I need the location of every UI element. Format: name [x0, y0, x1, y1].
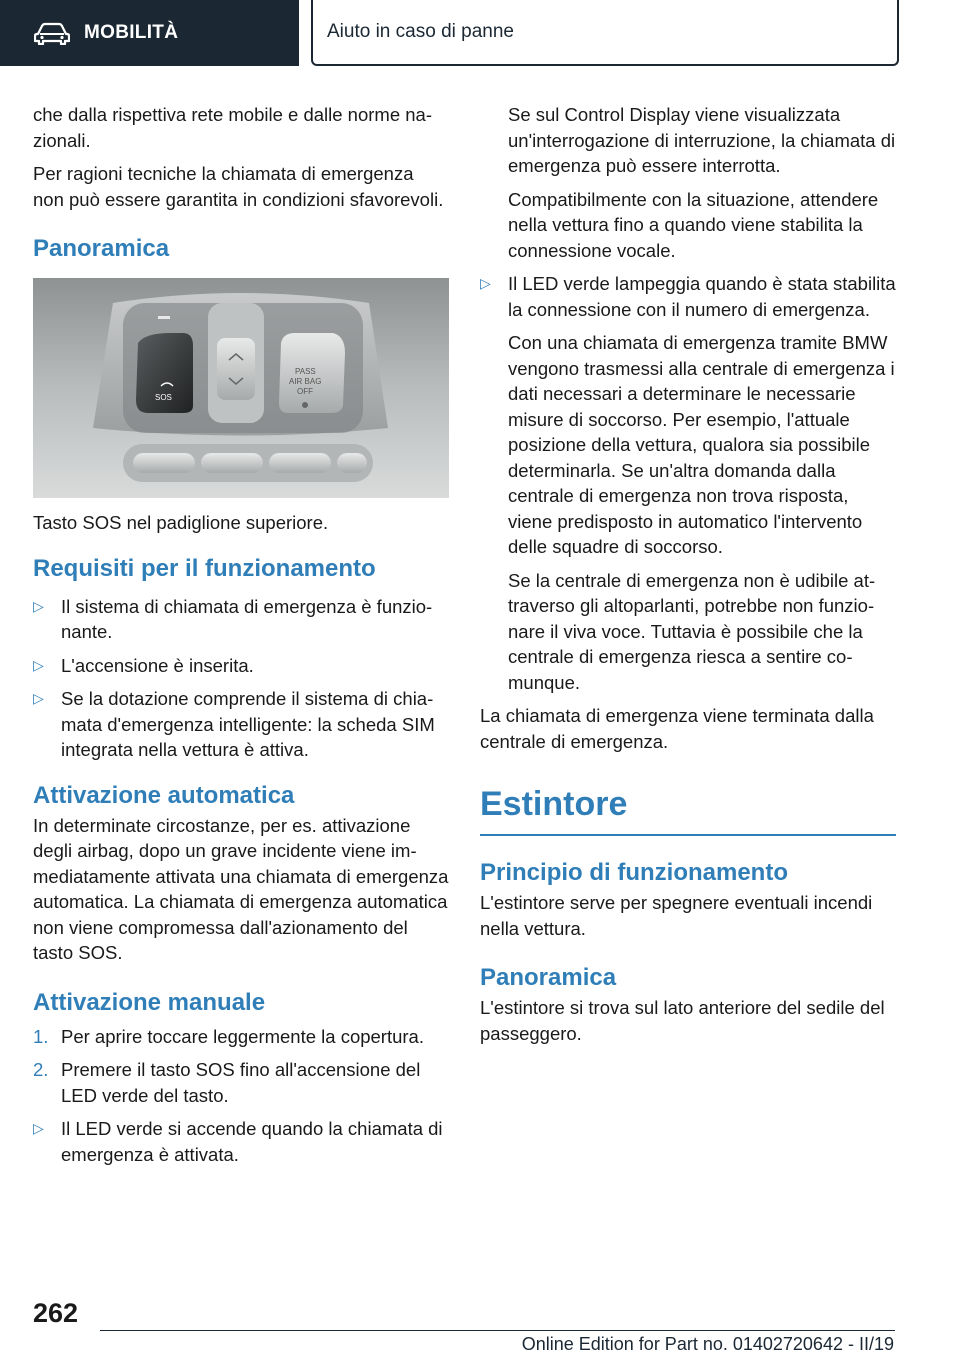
chapter-tab [311, 0, 899, 66]
triangle-bullet-icon: ▷ [33, 656, 44, 673]
paragraph: che dalla rispettiva rete mobile e dalle norme nazionali. [33, 104, 432, 151]
heading-panoramica-estintore: Panoramica [480, 964, 617, 991]
page-number: 262 [33, 1298, 79, 1328]
triangle-bullet-icon: ▷ [33, 597, 44, 614]
left-column [33, 102, 449, 1175]
heading-estintore: Estintore [480, 785, 628, 823]
section-tab [0, 0, 299, 66]
triangle-bullet-icon: ▷ [480, 275, 491, 291]
section-title: MOBILITÀ [84, 22, 179, 43]
list-item: ▷ Il sistema di chiamata di emergenza è funzionante. [33, 595, 433, 642]
chapter-title: Aiuto in caso di panne [327, 21, 514, 42]
paragraph: Per ragioni tecniche la chiamata di emergenza non può essere garantita in condizioni sfavorevoli. [33, 163, 444, 210]
paragraph: La chiamata di emergenza viene terminata dalla centrale di emergenza. [480, 705, 874, 752]
paragraph: Se la centrale di emergenza non è udibile attraverso gli altoparlanti, potrebbe non funzionare il viva voce. Tuttavia è possibile che la centrale di emergenza riesca a sentire comunque. [508, 569, 876, 693]
heading-rule [480, 834, 896, 836]
paragraph: In determinate circostanze, per es. attivazione degli airbag, dopo un grave incidente viene immediatamente attivata una chiamata di emergenza automatica. La chiamata di emergenza automatica non viene compromessa dall'azionamento del tasto SOS. [33, 814, 449, 963]
list-item: ▷ L'accensione è inserita. [33, 653, 449, 679]
heading-requisiti: Requisiti per il funzionamento [33, 554, 376, 582]
off-label: OFF [297, 387, 313, 396]
paragraph: L'estintore serve per spegnere eventuali incendi nella vettura. [480, 892, 873, 939]
edition-note: Online Edition for Part no. 01402720642 - II/19 [521, 1334, 894, 1354]
paragraph: Compatibilmente con la situazione, attendere nella vettura fino a quando viene stabilita la connessione vocale. [508, 188, 879, 261]
sos-label: SOS [155, 393, 172, 402]
paragraph: Con una chiamata di emergenza tramite BMW vengono trasmessi alla centrale di emergenza i dati necessari a determinare le necessarie misure di soccorso. Per esempio, l'attuale posizione della vettura, qualora sia possibile determinarla. Se un'altra domanda dalla centrale di emergenza non trova risposta, viene predisposto in automatico l'intervento delle squadre di soccorso. [508, 332, 895, 557]
car-icon [34, 21, 70, 45]
right-column [480, 102, 896, 1054]
paragraph: L'estintore si trova sul lato anteriore del sedile del passeggero. [480, 997, 885, 1044]
list-item: ▷ Il LED verde si accende quando la chiamata di emergenza è attivata. [33, 1118, 443, 1165]
sos-button-photo [33, 278, 449, 498]
heading-attivazione-manuale: Attivazione manuale [33, 988, 266, 1016]
triangle-bullet-icon: ▷ [33, 1120, 44, 1136]
photo-caption: Tasto SOS nel padiglione superiore. [33, 512, 329, 533]
paragraph: Se sul Control Display viene visualizzata un'interrogazione di interruzione, la chiamata di emergenza può essere interrotta. [508, 104, 896, 176]
list-item: ▷ Se la dotazione comprende il sistema di chiamata d'emergenza intelligente: la scheda SIM integrata nella vettura è attiva. [33, 688, 435, 760]
heading-panoramica: Panoramica [33, 235, 170, 262]
airbag-label: AIR BAG [289, 377, 322, 386]
pass-label: PASS [295, 367, 316, 376]
list-item: 2. Premere il tasto SOS fino all'accensione del LED verde del tasto. [33, 1059, 421, 1106]
heading-attivazione-automatica: Attivazione automatica [33, 781, 295, 809]
heading-principio: Principio di funzionamento [480, 859, 788, 886]
list-item: ▷ Il LED verde lampeggia quando è stata stabilita la connessione con il numero di emergenza. [480, 273, 896, 320]
list-item: 1. Per aprire toccare leggermente la copertura. [33, 1025, 424, 1047]
footer-rule [100, 1330, 895, 1331]
triangle-bullet-icon: ▷ [33, 690, 44, 706]
